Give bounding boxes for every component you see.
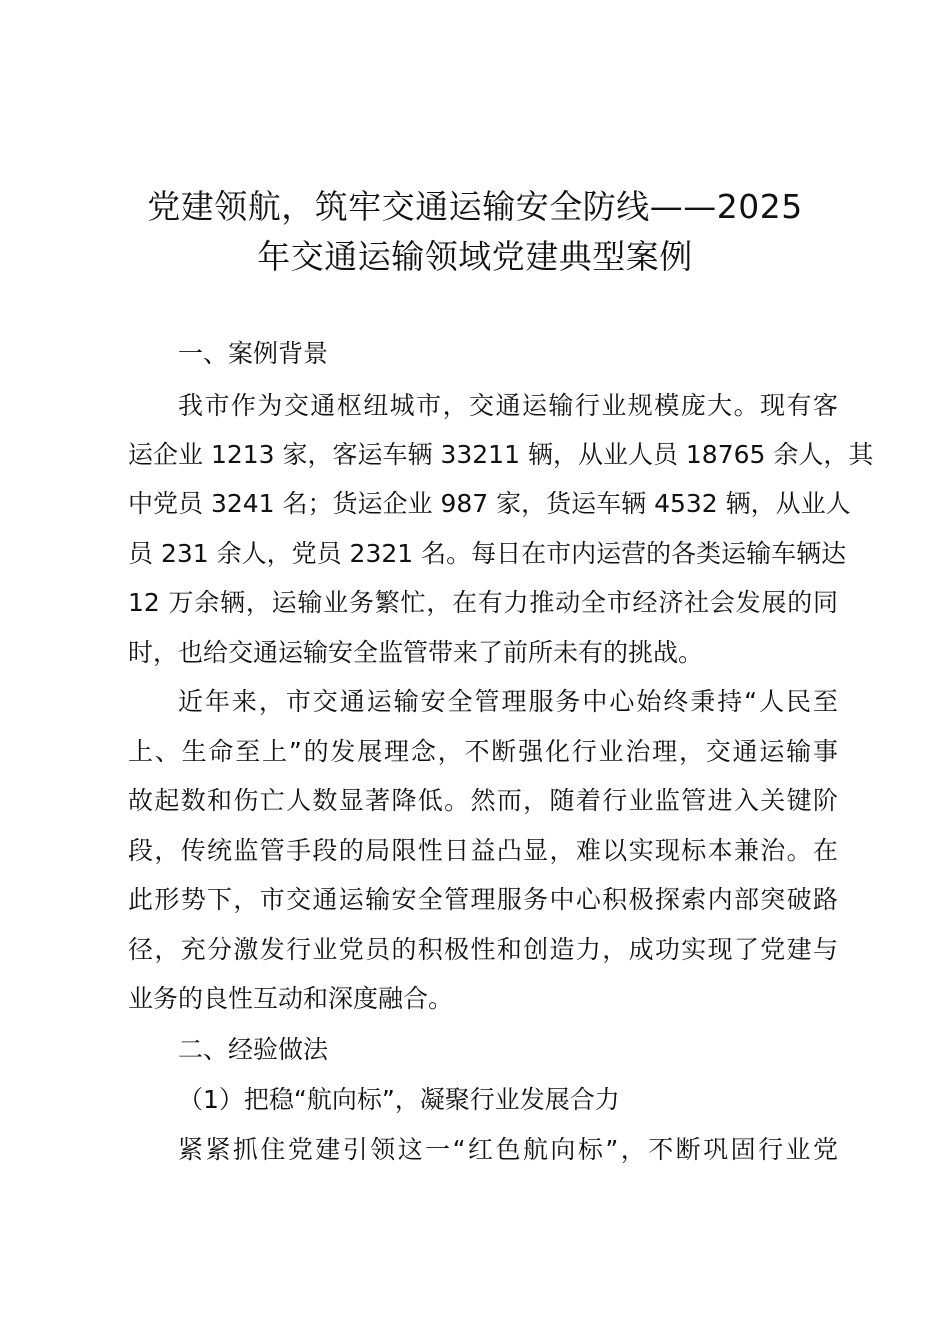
paragraph-line: 中党员 3241 名；货运企业 987 家，货运车辆 4532 辆，从业人 (128, 489, 851, 518)
paragraph-line: 故起数和伤亡人数显著降低。然而，随着行业监管进入关键阶 (128, 786, 838, 815)
paragraph-line: 段，传统监管手段的局限性日益凸显，难以实现标本兼治。在 (128, 836, 838, 865)
title-line: 党建领航，筑牢交通运输安全防线——2025 (147, 187, 803, 226)
section-heading-background: 一、案例背景 (178, 339, 329, 368)
subsection-heading: （1）把稳“航向标”，凝聚行业发展合力 (178, 1085, 620, 1114)
paragraph-line: 业务的良性互动和深度融合。 (128, 984, 454, 1013)
paragraph-line: 此形势下，市交通运输安全管理服务中心积极探索内部突破路 (128, 885, 838, 914)
paragraph-line: 近年来，市交通运输安全管理服务中心始终秉持“人民至 (178, 687, 838, 716)
paragraph-line: 径，充分激发行业党员的积极性和创造力，成功实现了党建与 (128, 935, 838, 964)
paragraph-line: 我市作为交通枢纽城市，交通运输行业规模庞大。现有客 (178, 391, 838, 420)
paragraph-line: 紧紧抓住党建引领这一“红色航向标”，不断巩固行业党 (178, 1135, 838, 1164)
title-line: 年交通运输领域党建典型案例 (257, 237, 693, 276)
paragraph-line: 运企业 1213 家，客运车辆 33211 辆，从业人员 18765 余人，其 (128, 440, 874, 469)
document-title (120, 182, 830, 282)
paragraph-line: 上、生命至上”的发展理念，不断强化行业治理，交通运输事 (128, 737, 838, 766)
section-heading-methods: 二、经验做法 (178, 1035, 329, 1064)
paragraph-line: 时，也给交通运输安全监管带来了前所未有的挑战。 (128, 638, 704, 667)
paragraph-line: 12 万余辆，运输业务繁忙，在有力推动全市经济社会发展的同 (128, 588, 838, 617)
paragraph-line: 员 231 余人，党员 2321 名。每日在市内运营的各类运输车辆达 (128, 539, 847, 568)
